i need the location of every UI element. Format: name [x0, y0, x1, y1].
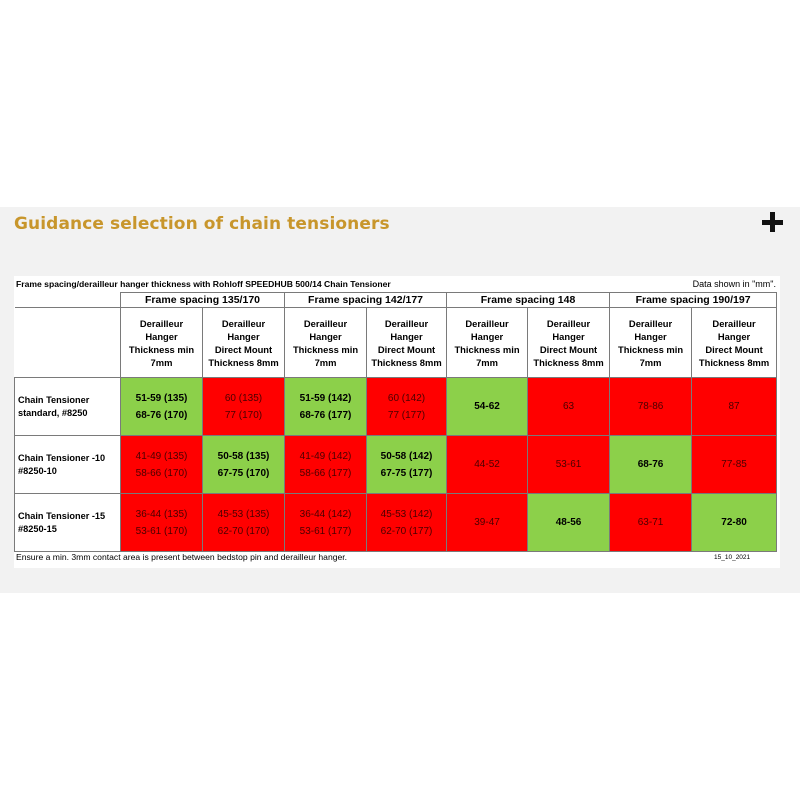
sub-header-line: Hanger: [470, 330, 504, 342]
table-row: [15, 378, 777, 436]
tensioner-table: [14, 292, 777, 552]
sub-header: [121, 308, 203, 378]
sub-header-line: Thickness 8mm: [208, 356, 279, 368]
range-value: 63-71: [637, 517, 664, 528]
table-corner: [15, 293, 121, 308]
row-label-line: #8250-15: [18, 523, 57, 534]
range-value: 36-44 (135): [135, 508, 188, 520]
group-header: Frame spacing 190/197: [610, 293, 777, 308]
range-value: 53-61 (170): [135, 525, 188, 537]
sub-header: [528, 308, 610, 378]
sub-header-line: Thickness 8mm: [698, 356, 770, 368]
range-value: 51-59 (135): [135, 392, 188, 404]
sub-header: [610, 308, 692, 378]
plus-icon[interactable]: [762, 211, 784, 233]
sub-header-line: Hanger: [634, 330, 667, 342]
range-value: 68-76: [637, 459, 664, 470]
sub-header-line: Thickness 8mm: [533, 356, 604, 368]
range-value: 41-49 (142): [299, 450, 352, 462]
range-value: 77 (177): [387, 409, 426, 421]
range-cell-green: [692, 494, 777, 552]
range-cell-green: [121, 378, 203, 436]
range-cell-green: [367, 436, 447, 494]
table-row: [15, 436, 777, 494]
range-value: 77 (170): [224, 409, 263, 421]
range-value: 39-47: [474, 517, 500, 528]
sub-header-line: 7mm: [150, 356, 173, 368]
range-value: 53-61 (177): [299, 525, 352, 537]
sub-header-line: 7mm: [314, 356, 337, 368]
range-cell-red: [285, 494, 367, 552]
sub-header: [447, 308, 528, 378]
row-label-line: #8250-10: [18, 465, 57, 476]
group-header: Frame spacing 148: [447, 293, 610, 308]
range-value: 63: [562, 401, 575, 412]
sub-header-line: Thickness min: [617, 343, 684, 355]
sub-header-line: 7mm: [476, 356, 498, 368]
sub-header: [203, 308, 285, 378]
range-cell-red: [528, 436, 610, 494]
sub-header-line: Direct Mount: [705, 343, 763, 355]
table-corner: [15, 308, 121, 378]
sub-header-line: Thickness min: [128, 343, 195, 355]
sub-header-line: Derailleur: [139, 317, 184, 329]
range-value: 78-86: [637, 401, 664, 412]
chart-image: [14, 276, 780, 568]
range-cell-red: [447, 436, 528, 494]
group-header: Frame spacing 142/177: [285, 293, 447, 308]
range-value: 60 (135): [224, 392, 263, 404]
row-label-line: standard, #8250: [18, 407, 88, 418]
accordion-header[interactable]: [14, 211, 786, 241]
sub-header-line: Derailleur: [384, 317, 429, 329]
range-cell-red: [692, 378, 777, 436]
sub-header-line: Thickness min: [454, 343, 520, 355]
sub-header-line: Direct Mount: [214, 343, 273, 355]
range-value: 53-61: [555, 459, 582, 470]
range-cell-red: [610, 378, 692, 436]
group-header: Frame spacing 135/170: [121, 293, 285, 308]
range-value: 87: [728, 401, 740, 412]
row-label: [15, 378, 121, 436]
row-label-line: Chain Tensioner -15: [18, 510, 106, 521]
range-cell-red: [692, 436, 777, 494]
sub-header-line: Thickness 8mm: [371, 356, 442, 368]
range-cell-green: [285, 378, 367, 436]
range-cell-red: [528, 378, 610, 436]
sub-header-line: Hanger: [145, 330, 178, 342]
range-value: 44-52: [474, 459, 500, 470]
date-stamp: 15_10_2021: [714, 554, 751, 561]
sub-header: [367, 308, 447, 378]
sub-header-line: Derailleur: [712, 317, 756, 329]
sub-header-line: Hanger: [390, 330, 423, 342]
range-cell-red: [610, 494, 692, 552]
range-value: 77-85: [721, 459, 747, 470]
range-value: 50-58 (142): [380, 450, 433, 462]
range-value: 68-76 (170): [135, 409, 188, 421]
range-cell-green: [203, 436, 285, 494]
sub-header-line: 7mm: [639, 356, 662, 368]
range-cell-green: [447, 378, 528, 436]
range-value: 41-49 (135): [135, 450, 188, 462]
range-value: 45-53 (142): [380, 508, 433, 520]
range-cell-red: [367, 378, 447, 436]
range-value: 72-80: [721, 517, 747, 528]
sub-header-line: Hanger: [309, 330, 342, 342]
range-cell-red: [121, 436, 203, 494]
range-value: 45-53 (135): [217, 508, 270, 520]
range-cell-red: [367, 494, 447, 552]
range-cell-green: [610, 436, 692, 494]
accordion-panel: [0, 207, 800, 593]
sub-header-line: Derailleur: [465, 317, 509, 329]
row-label-line: Chain Tensioner: [18, 394, 90, 405]
sub-header-line: Derailleur: [303, 317, 348, 329]
range-value: 54-62: [474, 401, 500, 412]
range-cell-red: [203, 494, 285, 552]
range-value: 67-75 (177): [380, 467, 433, 479]
range-cell-red: [121, 494, 203, 552]
sub-header-line: Derailleur: [221, 317, 266, 329]
range-value: 67-75 (170): [217, 467, 270, 479]
sub-header-line: Thickness min: [292, 343, 359, 355]
range-value: 62-70 (170): [217, 525, 270, 537]
sub-header-line: Direct Mount: [377, 343, 436, 355]
row-label-line: Chain Tensioner -10: [18, 452, 106, 463]
row-label: [15, 494, 121, 552]
range-value: 58-66 (170): [135, 467, 188, 479]
sub-header-line: Hanger: [227, 330, 260, 342]
table-caption: Frame spacing/derailleur hanger thickness with Rohloff SPEEDHUB 500/14 Chain Tensioner: [16, 279, 391, 289]
range-value: 50-58 (135): [217, 450, 270, 462]
range-cell-red: [447, 494, 528, 552]
panel-title: Guidance selection of chain tensioners: [14, 214, 390, 234]
sub-header-line: Derailleur: [628, 317, 673, 329]
range-value: 51-59 (142): [299, 392, 352, 404]
row-label: [15, 436, 121, 494]
table-row: [15, 494, 777, 552]
sub-header-line: Direct Mount: [539, 343, 598, 355]
sub-header-line: Hanger: [552, 330, 585, 342]
sub-header-line: Hanger: [717, 330, 751, 342]
range-value: 58-66 (177): [299, 467, 352, 479]
range-cell-red: [285, 436, 367, 494]
unit-note: Data shown in "mm".: [692, 279, 776, 289]
range-cell-green: [528, 494, 610, 552]
range-value: 62-70 (177): [380, 525, 433, 537]
range-value: 68-76 (177): [299, 409, 352, 421]
range-value: 48-56: [555, 517, 582, 528]
range-cell-red: [203, 378, 285, 436]
sub-header: [285, 308, 367, 378]
footnote: Ensure a min. 3mm contact area is present between bedstop pin and derailleur hanger.: [16, 552, 348, 562]
range-value: 36-44 (142): [299, 508, 352, 520]
sub-header-line: Derailleur: [546, 317, 591, 329]
range-value: 60 (142): [387, 392, 426, 404]
sub-header: [692, 308, 777, 378]
